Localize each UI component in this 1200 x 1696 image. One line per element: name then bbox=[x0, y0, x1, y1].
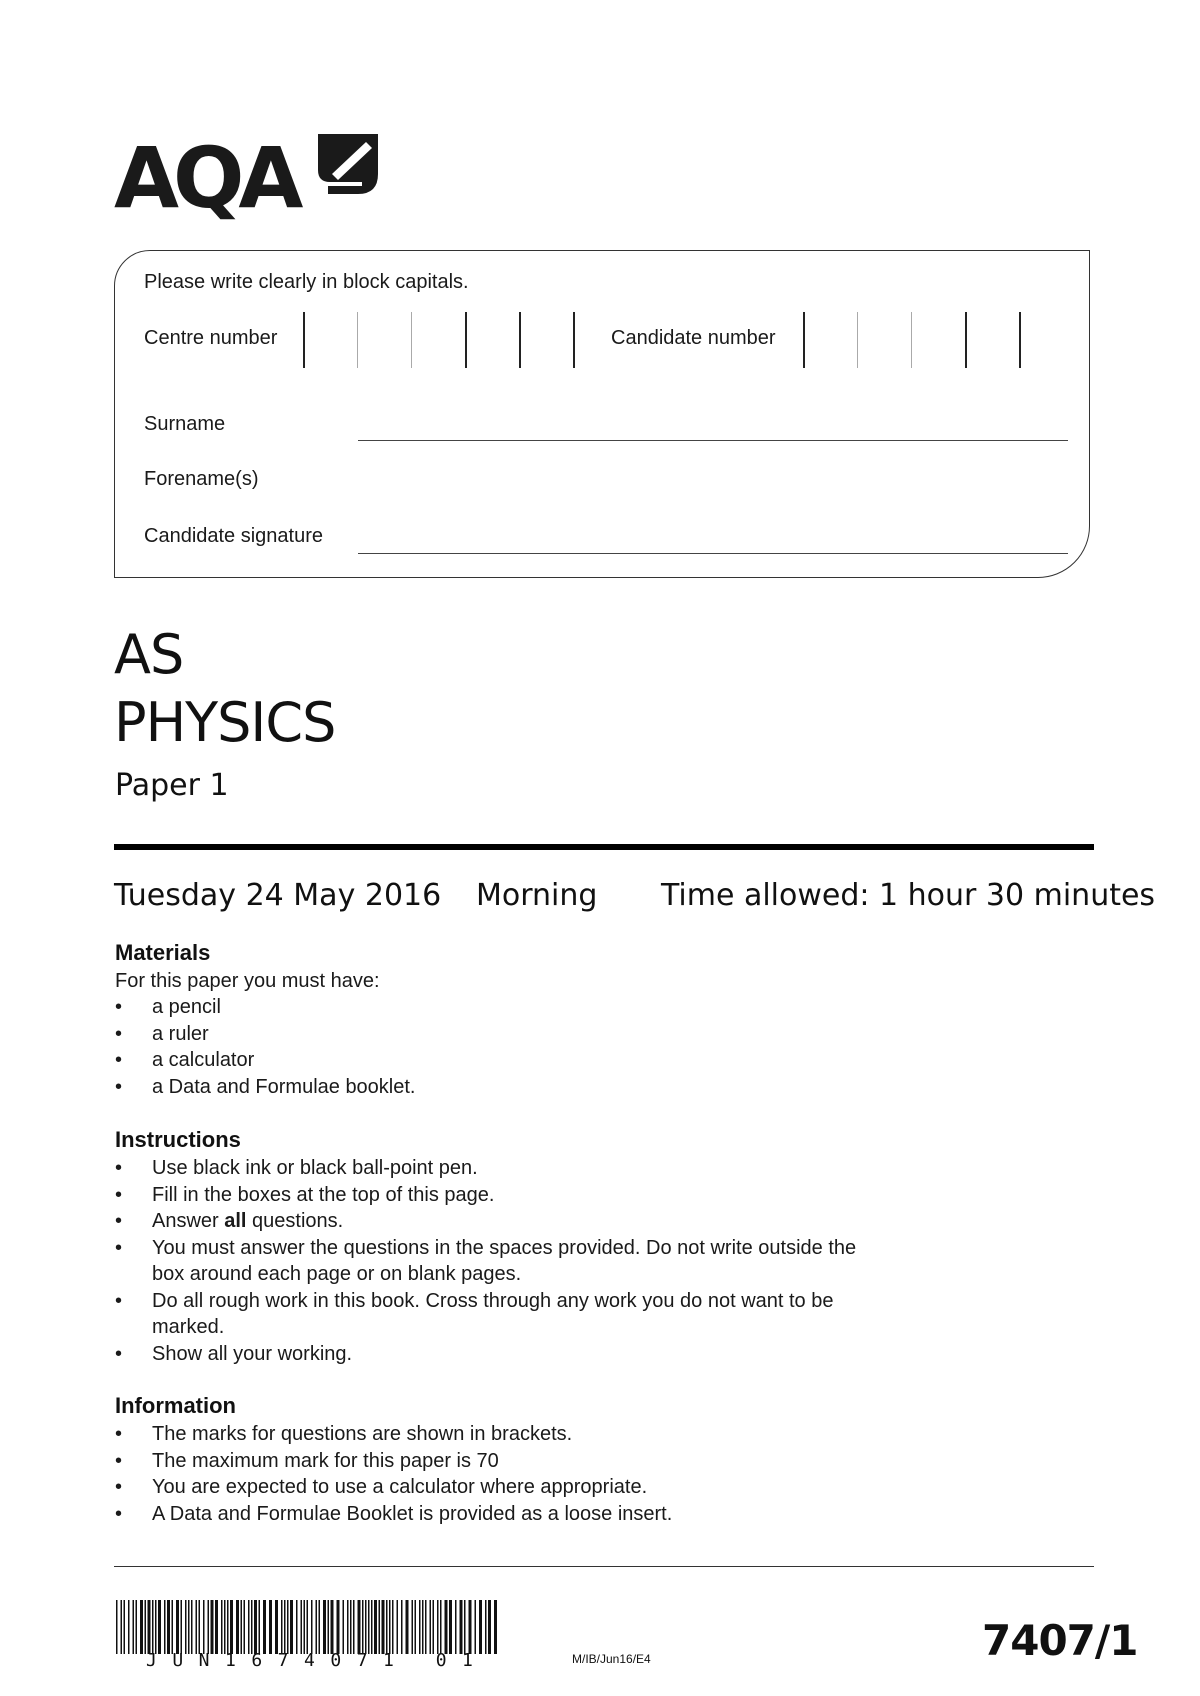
barcode-bar bbox=[208, 1600, 210, 1654]
barcode-bar bbox=[191, 1600, 193, 1654]
barcode-bar bbox=[412, 1600, 414, 1654]
signature-line[interactable] bbox=[358, 553, 1068, 554]
barcode-bar bbox=[460, 1600, 463, 1654]
barcode-bar bbox=[433, 1600, 435, 1654]
barcode-bar bbox=[475, 1600, 477, 1654]
barcode-bar bbox=[248, 1600, 250, 1654]
list-item: • a pencil bbox=[115, 994, 872, 1021]
list-item: • You are expected to use a calculator where appropriate. bbox=[115, 1474, 872, 1501]
centre-number-digit-box[interactable] bbox=[519, 312, 573, 368]
barcode-bar bbox=[251, 1600, 253, 1654]
exam-session: Morning bbox=[476, 878, 598, 913]
answer-all-prefix: Answer bbox=[152, 1210, 225, 1232]
barcode-bar bbox=[133, 1600, 135, 1654]
surname-line[interactable] bbox=[358, 440, 1068, 441]
barcode-bar bbox=[401, 1600, 403, 1654]
barcode-bar bbox=[116, 1600, 118, 1654]
barcode-digits: JUN1674071 01 bbox=[146, 1650, 489, 1671]
information-section bbox=[115, 1393, 872, 1527]
candidate-number-digit-box[interactable] bbox=[857, 312, 911, 368]
aqa-logo-text: AQA bbox=[114, 129, 298, 227]
information-heading: Information bbox=[115, 1393, 236, 1418]
list-item: • The marks for questions are shown in brackets. bbox=[115, 1421, 872, 1448]
barcode-bar bbox=[199, 1600, 201, 1654]
signature-label: Candidate signature bbox=[144, 525, 324, 547]
document-reference: M/IB/Jun16/E4 bbox=[572, 1652, 651, 1666]
barcode-bar bbox=[455, 1600, 457, 1654]
section-divider-thick bbox=[114, 844, 1094, 850]
centre-number-digit-box[interactable] bbox=[357, 312, 411, 368]
barcode-bar bbox=[281, 1600, 283, 1654]
barcode-bar bbox=[224, 1600, 226, 1654]
barcode-bar bbox=[389, 1600, 391, 1654]
barcode-bar bbox=[244, 1600, 246, 1654]
barcode-bar bbox=[392, 1600, 394, 1654]
aqa-logo bbox=[114, 129, 384, 234]
barcode-bar bbox=[343, 1600, 345, 1654]
list-item: • Fill in the boxes at the top of this page. bbox=[115, 1182, 872, 1209]
barcode-bar bbox=[319, 1600, 321, 1654]
barcode-bar bbox=[145, 1600, 147, 1654]
instructions-list bbox=[115, 1155, 872, 1367]
centre-number-label: Centre number bbox=[144, 327, 278, 349]
barcode-bar bbox=[379, 1600, 381, 1654]
list-item: • The maximum mark for this paper is 70 bbox=[115, 1448, 872, 1475]
barcode-bar bbox=[215, 1600, 218, 1654]
barcode-bar bbox=[316, 1600, 318, 1654]
footer-divider bbox=[114, 1566, 1094, 1567]
barcode-bar bbox=[301, 1600, 303, 1654]
answer-all-emphasis: all bbox=[224, 1210, 247, 1232]
list-item: • a calculator bbox=[115, 1047, 872, 1074]
candidate-number-digit-box[interactable] bbox=[803, 312, 857, 368]
barcode-bar bbox=[287, 1600, 289, 1654]
barcode-bar bbox=[158, 1600, 161, 1654]
barcode-bar bbox=[362, 1600, 364, 1654]
barcode-bar bbox=[196, 1600, 198, 1654]
barcode-bar bbox=[307, 1600, 309, 1654]
barcode-bar bbox=[176, 1600, 179, 1654]
list-item: • a ruler bbox=[115, 1021, 872, 1048]
barcode-bar bbox=[172, 1600, 174, 1654]
barcode-bar bbox=[425, 1600, 427, 1654]
barcode-bar bbox=[124, 1600, 126, 1654]
barcode-bar bbox=[374, 1600, 377, 1654]
paper-title: Paper 1 bbox=[115, 768, 229, 803]
barcode-bar bbox=[236, 1600, 239, 1654]
barcode-bar bbox=[485, 1600, 487, 1654]
barcode-bar bbox=[296, 1600, 298, 1654]
surname-label: Surname bbox=[144, 413, 226, 435]
candidate-number-box-end bbox=[1019, 312, 1021, 368]
barcode-bar bbox=[488, 1600, 491, 1654]
time-allowed: Time allowed: 1 hour 30 minutes bbox=[661, 878, 1156, 913]
information-list bbox=[115, 1421, 872, 1527]
barcode-bar bbox=[422, 1600, 424, 1654]
barcode-bar bbox=[368, 1600, 370, 1654]
barcode-bar bbox=[230, 1600, 233, 1654]
barcode-bar bbox=[148, 1600, 151, 1654]
barcode-bar bbox=[406, 1600, 409, 1654]
centre-number-box-end bbox=[573, 312, 575, 368]
barcode-bar bbox=[464, 1600, 466, 1654]
aqa-logo-tick-icon bbox=[318, 134, 378, 194]
barcode-bar bbox=[152, 1600, 154, 1654]
list-item: • Show all your working. bbox=[115, 1341, 872, 1368]
candidate-details-box bbox=[114, 250, 1090, 578]
barcode-bar bbox=[358, 1600, 361, 1654]
barcode-bar bbox=[328, 1600, 330, 1654]
materials-heading: Materials bbox=[115, 940, 211, 965]
barcode-bar bbox=[382, 1600, 385, 1654]
instructions-section bbox=[115, 1127, 872, 1367]
barcode-bar bbox=[221, 1600, 223, 1654]
barcode-bar bbox=[211, 1600, 214, 1654]
barcode-bar bbox=[167, 1600, 170, 1654]
forenames-label: Forename(s) bbox=[144, 468, 259, 490]
barcode-bar bbox=[185, 1600, 187, 1654]
list-item: • You must answer the questions in the spaces provided. Do not write outside the box around each page or on blank pages. bbox=[115, 1235, 872, 1288]
barcode-bar bbox=[269, 1600, 272, 1654]
barcode-bar bbox=[181, 1600, 183, 1654]
candidate-number-boxes[interactable] bbox=[803, 312, 1021, 368]
barcode-bar bbox=[155, 1600, 157, 1654]
barcode-bar bbox=[275, 1600, 278, 1654]
barcode-bar bbox=[188, 1600, 190, 1654]
barcode-bar bbox=[290, 1600, 293, 1654]
list-item: • a Data and Formulae booklet. bbox=[115, 1074, 872, 1101]
list-item bbox=[115, 1208, 872, 1235]
barcode-bar bbox=[263, 1600, 266, 1654]
centre-number-digit-box[interactable] bbox=[465, 312, 519, 368]
qualification-level: AS bbox=[114, 623, 184, 686]
barcode-bar bbox=[353, 1600, 355, 1654]
barcode-bar bbox=[254, 1600, 257, 1654]
barcode-bar bbox=[371, 1600, 373, 1654]
materials-list bbox=[115, 994, 872, 1100]
barcode-bar bbox=[415, 1600, 417, 1654]
materials-section bbox=[115, 940, 872, 1100]
barcode-bar bbox=[350, 1600, 352, 1654]
barcode-bar bbox=[419, 1600, 421, 1654]
instructions-heading: Instructions bbox=[115, 1127, 241, 1152]
barcode-bar bbox=[136, 1600, 138, 1654]
list-item: • Use black ink or black ball-point pen. bbox=[115, 1155, 872, 1182]
barcode-bar bbox=[241, 1600, 243, 1654]
barcode-bar bbox=[323, 1600, 326, 1654]
barcode-bar bbox=[437, 1600, 439, 1654]
barcode-icon bbox=[116, 1600, 498, 1654]
barcode-bar bbox=[284, 1600, 286, 1654]
list-item: • Do all rough work in this book. Cross through any work you do not want to be marked. bbox=[115, 1288, 872, 1341]
barcode-bar bbox=[347, 1600, 349, 1654]
barcode-bar bbox=[469, 1600, 472, 1654]
candidate-number-label: Candidate number bbox=[611, 327, 776, 349]
barcode-bar bbox=[440, 1600, 442, 1654]
centre-number-boxes[interactable] bbox=[303, 312, 575, 368]
candidate-number-digit-box[interactable] bbox=[965, 312, 1019, 368]
barcode-bar bbox=[311, 1600, 313, 1654]
barcode-bar bbox=[494, 1600, 497, 1654]
answer-all-suffix: questions. bbox=[246, 1210, 344, 1232]
barcode-bar bbox=[227, 1600, 229, 1654]
barcode-bar bbox=[386, 1600, 388, 1654]
barcode-bar bbox=[203, 1600, 205, 1654]
barcode-bar bbox=[430, 1600, 432, 1654]
barcode-bar bbox=[337, 1600, 340, 1654]
barcode-bar bbox=[449, 1600, 452, 1654]
barcode-bar bbox=[445, 1600, 448, 1654]
barcode-bar bbox=[140, 1600, 143, 1654]
materials-intro: For this paper you must have: bbox=[115, 970, 380, 992]
barcode-bar bbox=[365, 1600, 367, 1654]
list-item: • A Data and Formulae Booklet is provided as a loose insert. bbox=[115, 1501, 872, 1528]
barcode-bar bbox=[164, 1600, 166, 1654]
block-capitals-instruction: Please write clearly in block capitals. bbox=[144, 271, 469, 293]
barcode-bar bbox=[128, 1600, 130, 1654]
paper-code: 7407/1 bbox=[982, 1616, 1138, 1665]
centre-number-digit-box[interactable] bbox=[411, 312, 465, 368]
barcode-bar bbox=[259, 1600, 261, 1654]
barcode-bar bbox=[479, 1600, 482, 1654]
barcode-bar bbox=[121, 1600, 123, 1654]
subject-title: PHYSICS bbox=[114, 691, 336, 754]
barcode-bar bbox=[304, 1600, 306, 1654]
barcode-bar bbox=[331, 1600, 334, 1654]
centre-number-digit-box[interactable] bbox=[303, 312, 357, 368]
exam-date: Tuesday 24 May 2016 bbox=[114, 878, 442, 913]
candidate-number-digit-box[interactable] bbox=[911, 312, 965, 368]
barcode-bar bbox=[397, 1600, 399, 1654]
